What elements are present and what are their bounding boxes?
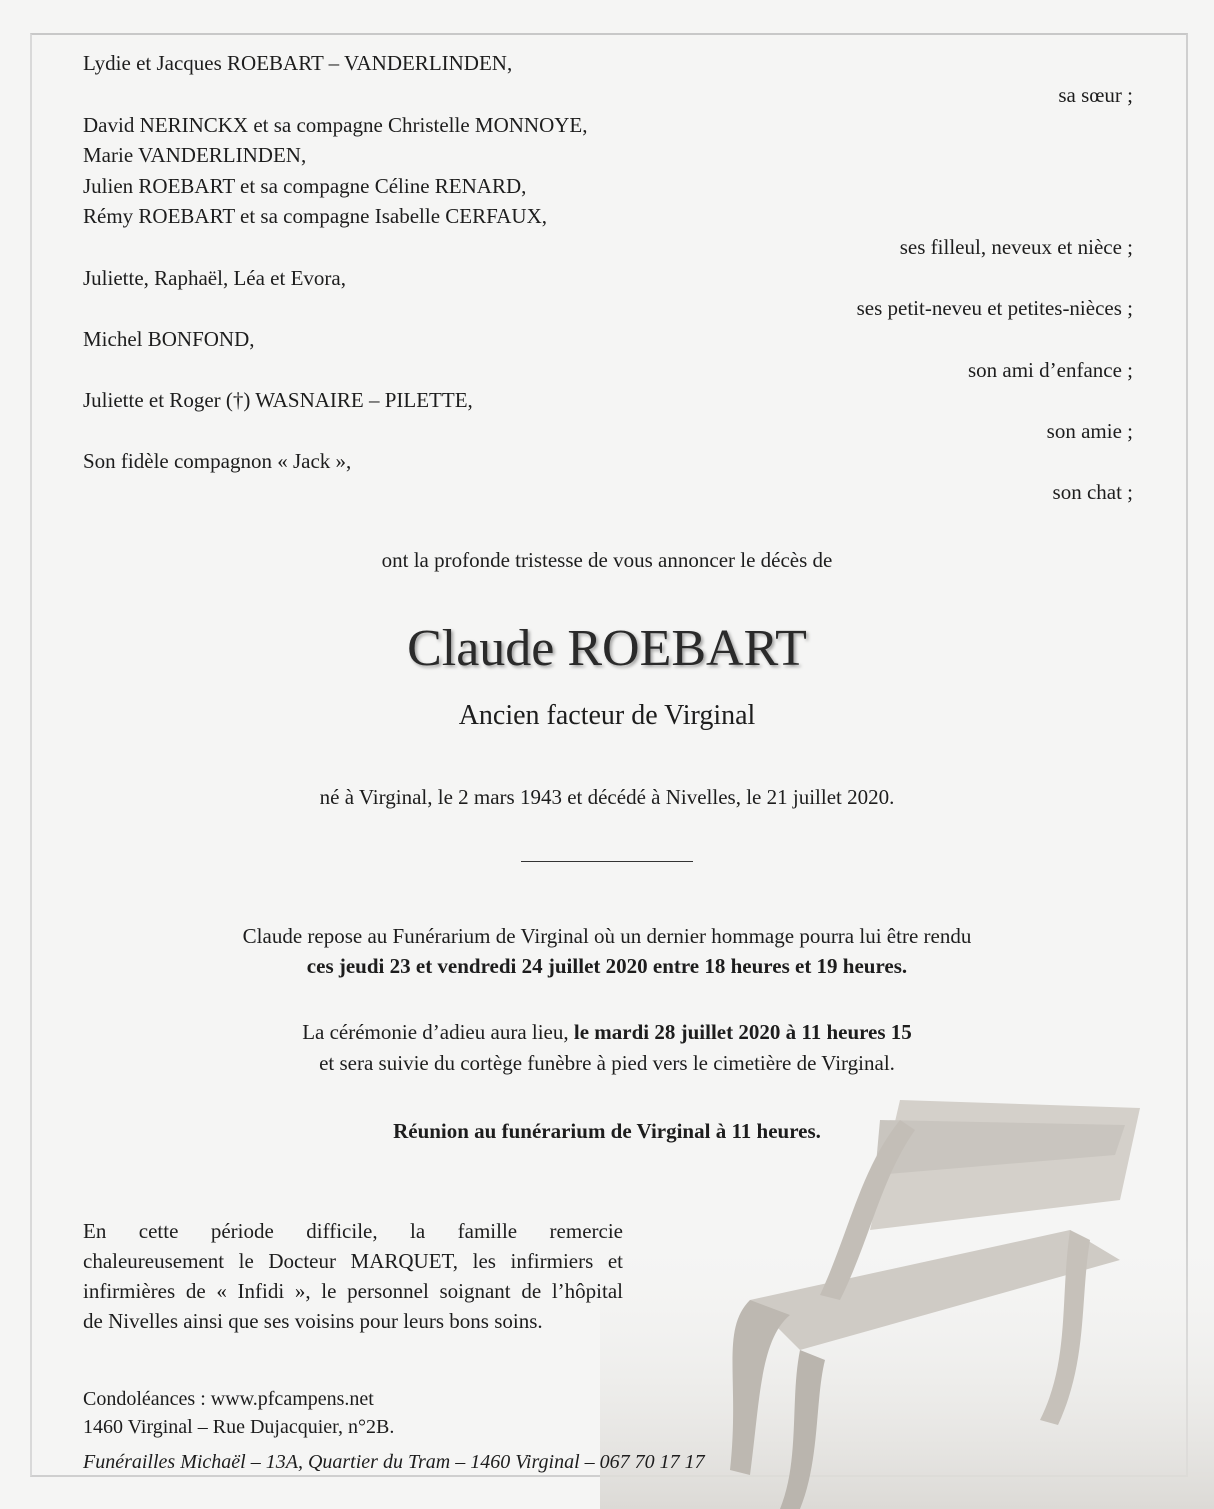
birth-death: né à Virginal, le 2 mars 1943 et décédé à Nivelles, le 21 juillet 2020. <box>319 785 895 809</box>
family-relation: son chat ; <box>1052 480 1133 504</box>
thanks-line: infirmières de « Infidi », le personnel soignant de l’hôpital <box>83 1279 623 1303</box>
visitation-line: Claude repose au Funérarium de Virginal où un dernier hommage pourra lui être rendu <box>242 924 972 948</box>
funeral-home: Funérailles Michaël – 13A, Quartier du Tram – 1460 Virginal – 067 70 17 17 <box>83 1451 705 1473</box>
family-names: Julien ROEBART et sa compagne Céline RENARD, <box>83 174 527 198</box>
address: 1460 Virginal – Rue Dujacquier, n°2B. <box>83 1416 395 1438</box>
family-names: David NERINCKX et sa compagne Christelle MONNOYE, <box>83 113 588 137</box>
deceased-name: Claude ROEBART <box>407 620 807 677</box>
family-relation: sa sœur ; <box>1058 83 1133 107</box>
separator-line <box>521 861 693 862</box>
visitation-dates <box>0 951 1214 981</box>
family-names: Juliette, Raphaël, Léa et Evora, <box>83 266 346 290</box>
family-relation: son ami d’enfance ; <box>967 358 1133 382</box>
family-names: Rémy ROEBART et sa compagne Isabelle CERFAUX, <box>83 204 547 228</box>
ceremony-line <box>0 1017 1214 1047</box>
meeting-info <box>0 1116 1214 1146</box>
visitation-dates-bold: ces jeudi 23 et vendredi 24 juillet 2020 entre 18 heures et 19 heures. <box>306 954 908 978</box>
family-relation: son amie ; <box>1046 419 1133 443</box>
family-relation: ses petit-neveu et petites-nièces ; <box>856 296 1133 320</box>
announcement: ont la profonde tristesse de vous annoncer le décès de <box>381 548 833 572</box>
ceremony-date: le mardi 28 juillet 2020 à 11 heures 15 <box>573 1020 912 1044</box>
ceremony-procession: et sera suivie du cortège funèbre à pied vers le cimetière de Virginal. <box>319 1051 895 1075</box>
thanks-line: chaleureusement le Docteur MARQUET, les infirmiers et <box>83 1249 623 1273</box>
condolences-website: Condoléances : www.pfcampens.net <box>83 1388 374 1410</box>
family-names: Lydie et Jacques ROEBART – VANDERLINDEN, <box>83 51 513 75</box>
thanks-line: de Nivelles ainsi que ses voisins pour leurs bons soins. <box>83 1309 543 1333</box>
thanks-line: En cette période difficile, la famille remercie <box>83 1219 623 1243</box>
deceased-title: Ancien facteur de Virginal <box>458 700 756 731</box>
family-names: Marie VANDERLINDEN, <box>83 143 307 167</box>
family-names: Son fidèle compagnon « Jack », <box>83 449 352 473</box>
family-names: Michel BONFOND, <box>83 327 255 351</box>
meeting-info-bold: Réunion au funérarium de Virginal à 11 heures. <box>393 1119 821 1143</box>
ceremony-prefix: La cérémonie d’adieu aura lieu, <box>302 1020 574 1044</box>
thanks-paragraph <box>83 1216 623 1336</box>
family-names: Juliette et Roger (†) WASNAIRE – PILETTE, <box>83 388 473 412</box>
family-relation: ses filleul, neveux et nièce ; <box>899 235 1133 259</box>
